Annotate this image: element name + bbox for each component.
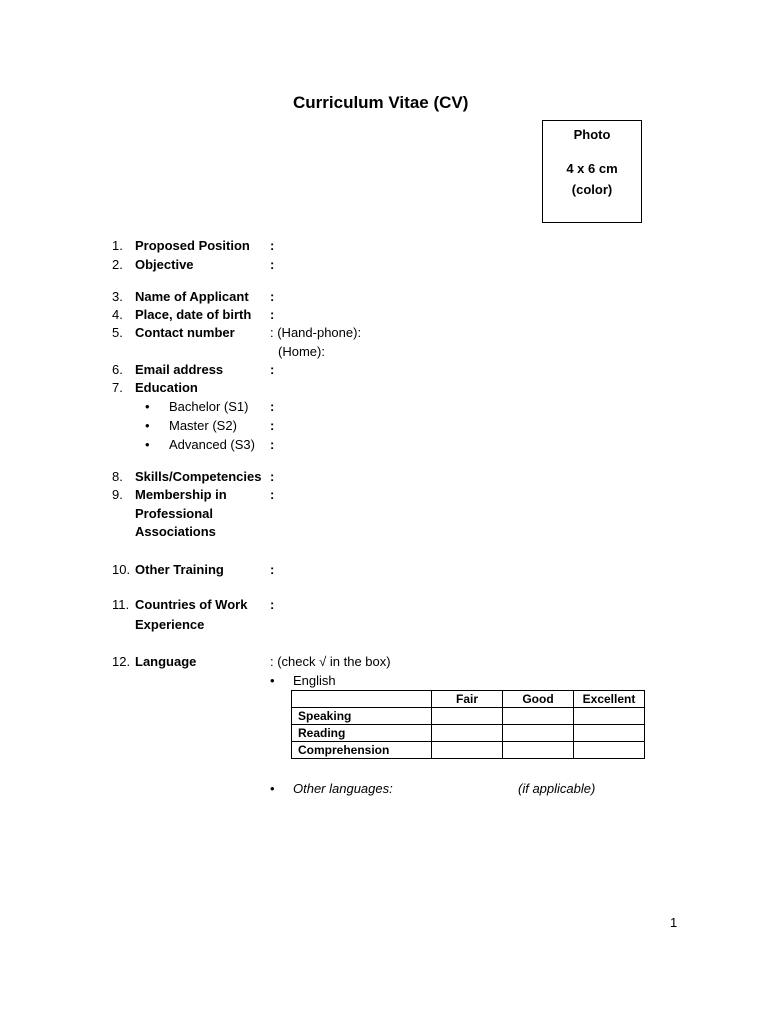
language-instruction: : (check √ in the box) — [270, 654, 391, 669]
item-colon: : — [270, 362, 275, 377]
item-colon: : — [270, 307, 275, 322]
item-label-skills: Skills/Competencies — [135, 469, 262, 484]
item-colon: : — [270, 289, 275, 304]
check-cell[interactable] — [574, 742, 645, 759]
table-header-cell — [292, 691, 432, 708]
other-languages-note: (if applicable) — [518, 781, 596, 796]
language-table — [291, 690, 645, 759]
item-number: 11. — [112, 597, 130, 612]
skill-reading: Reading — [292, 725, 432, 742]
item-number: 8. — [112, 469, 123, 484]
item-label-objective: Objective — [135, 257, 194, 272]
item-colon: : — [270, 487, 275, 502]
photo-size: 4 x 6 cm — [566, 161, 618, 176]
item-number: 7. — [112, 380, 123, 395]
table-row — [292, 725, 645, 742]
education-advanced: Advanced (S3) — [169, 437, 255, 452]
item-number: 6. — [112, 362, 123, 377]
page-title: Curriculum Vitae (CV) — [293, 93, 469, 112]
item-colon: : — [270, 238, 275, 253]
item-label-membership-3: Associations — [135, 524, 216, 539]
item-colon: : — [270, 399, 275, 414]
item-number: 3. — [112, 289, 123, 304]
table-header-cell: Good — [503, 691, 574, 708]
check-cell[interactable] — [574, 725, 645, 742]
item-number: 12. — [112, 654, 131, 669]
education-bachelor: Bachelor (S1) — [169, 399, 249, 414]
bullet: • — [145, 418, 150, 433]
page-number: 1 — [670, 915, 678, 930]
item-colon: : — [270, 257, 275, 272]
item-label-countries-1: Countries of Work — [135, 597, 248, 612]
item-label-membership-1: Membership in — [135, 487, 227, 502]
item-number: 4. — [112, 307, 123, 322]
item-label-countries-2: Experience — [135, 617, 205, 632]
photo-box — [542, 120, 642, 223]
item-colon: : — [270, 562, 275, 577]
table-row — [292, 691, 645, 708]
check-cell[interactable] — [574, 708, 645, 725]
contact-handphone: : (Hand-phone): — [270, 325, 362, 340]
item-colon: : — [270, 469, 275, 484]
language-english: English — [293, 673, 336, 688]
item-label-membership-2: Professional — [135, 506, 214, 521]
item-label-place-dob: Place, date of birth — [135, 307, 252, 322]
bullet: • — [145, 399, 150, 414]
other-languages-label: Other languages: — [293, 781, 393, 796]
table-row — [292, 708, 645, 725]
bullet: • — [145, 437, 150, 452]
item-colon: : — [270, 418, 275, 433]
table-row — [292, 742, 645, 759]
skill-speaking: Speaking — [292, 708, 432, 725]
item-number: 9. — [112, 487, 123, 502]
item-label-name: Name of Applicant — [135, 289, 249, 304]
bullet: • — [270, 781, 275, 796]
check-cell[interactable] — [432, 708, 503, 725]
skill-comprehension: Comprehension — [292, 742, 432, 759]
item-number: 5. — [112, 325, 123, 340]
check-cell[interactable] — [503, 708, 574, 725]
check-cell[interactable] — [432, 742, 503, 759]
photo-color-note: (color) — [571, 182, 613, 197]
table-header-cell: Excellent — [574, 691, 645, 708]
bullet: • — [270, 673, 275, 688]
photo-label: Photo — [573, 127, 611, 142]
item-number: 1. — [112, 238, 123, 253]
item-label-other-training: Other Training — [135, 562, 224, 577]
item-label-contact: Contact number — [135, 325, 235, 340]
contact-home: (Home): — [278, 344, 325, 359]
table-header-cell: Fair — [432, 691, 503, 708]
item-label-language: Language — [135, 654, 197, 669]
check-cell[interactable] — [503, 742, 574, 759]
item-label-education: Education — [135, 380, 198, 395]
check-cell[interactable] — [503, 725, 574, 742]
item-number: 10. — [112, 562, 131, 577]
education-master: Master (S2) — [169, 418, 237, 433]
item-number: 2. — [112, 257, 123, 272]
item-colon: : — [270, 437, 275, 452]
item-colon: : — [270, 597, 275, 612]
item-label-email: Email address — [135, 362, 224, 377]
check-cell[interactable] — [432, 725, 503, 742]
item-label-proposed-position: Proposed Position — [135, 238, 250, 253]
